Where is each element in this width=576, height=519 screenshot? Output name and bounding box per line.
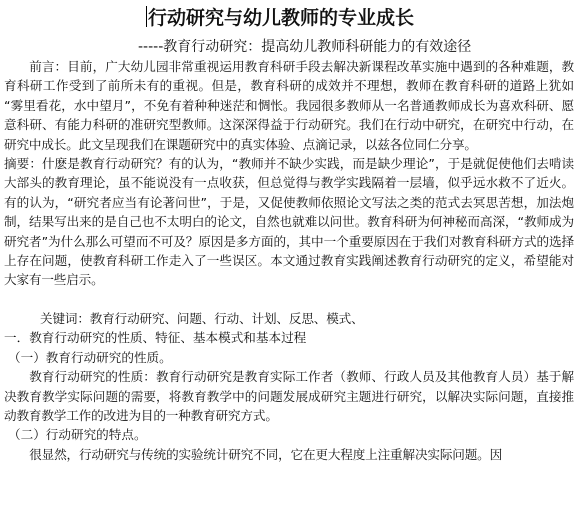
document-subtitle: -----教育行动研究：提高幼儿教师科研能力的有效途径 [138,39,472,55]
subsection-body-1: 教育行动研究的性质：教育行动研究是教育实际工作者（教师、行政人员及其他教育人员）基于解决教育教学实际问题的需要，将教育教学中的问题发展成研究主题进行研究，以解决实际问题，直接推动教育教学工作的改进为目的一种教育研究方式。 [4,369,574,423]
subsection-heading-1: （一）教育行动研究的性质。 [8,349,172,365]
document-title-line [146,6,574,30]
document-title: 行动研究与幼儿教师的专业成长 [148,7,415,29]
section-heading-1: 一．教育行动研究的性质、特征、基本模式和基本过程 [4,330,307,346]
intro-paragraph: 前言：目前，广大幼儿园非常重视运用教育科研手段去解决新课程改革实施中遇到的各种难题，教育科研工作受到了前所未有的重视。但是，教育科研的成效并不理想，教师在教育科研的道路上犹如 “雾里看花，水中望月”，不免有着种种迷茫和惆怅。我园很多教师从一名普通教师成长为喜欢科研、愿意科研、有能力科研的准研究型教师。这深深得益于行动研究。我们在行动中研究，在研究中行动，在研究中成长。此文呈现我们在课题研究中的真实体验、点滴记录，以兹各位同仁分享。 [4,59,574,152]
subsection-heading-2: （二）行动研究的特点。 [8,427,147,443]
text-cursor [146,6,147,27]
subsection-body-2: 很显然，行动研究与传统的实验统计研究不同，它在更大程度上注重解决实际问题。因 [29,446,503,462]
abstract-paragraph: 摘要：什麽是教育行动研究？有的认为，“教师并不缺少实践，而是缺少理论”，于是就促使他们去啃读大部头的教育理论，虽不能说没有一点收获，但总觉得与教学实践隔着一层墙，似乎远水救不了近火。有的认为，“研究者应当有论著问世”，于是，又促使教师依照论文写法之类的范式去冥思苦想，加法炮制，结果写出来的是自己也不太明白的论文，自然也就难以问世。教育科研为何神秘而高深，“教师成为研究者”为什么那么可望而不可及？原因是多方面的，其中一个重要原因在于我们对教育科研方式的选择上存在问题，使教育科研工作走入了一些误区。本文通过教育实践阐述教育行动研究的定义，希望能对大家有一些启示。 [4,156,574,288]
keywords-line: 关键词：教育行动研究、问题、行动、计划、反思、模式、 [40,310,364,326]
